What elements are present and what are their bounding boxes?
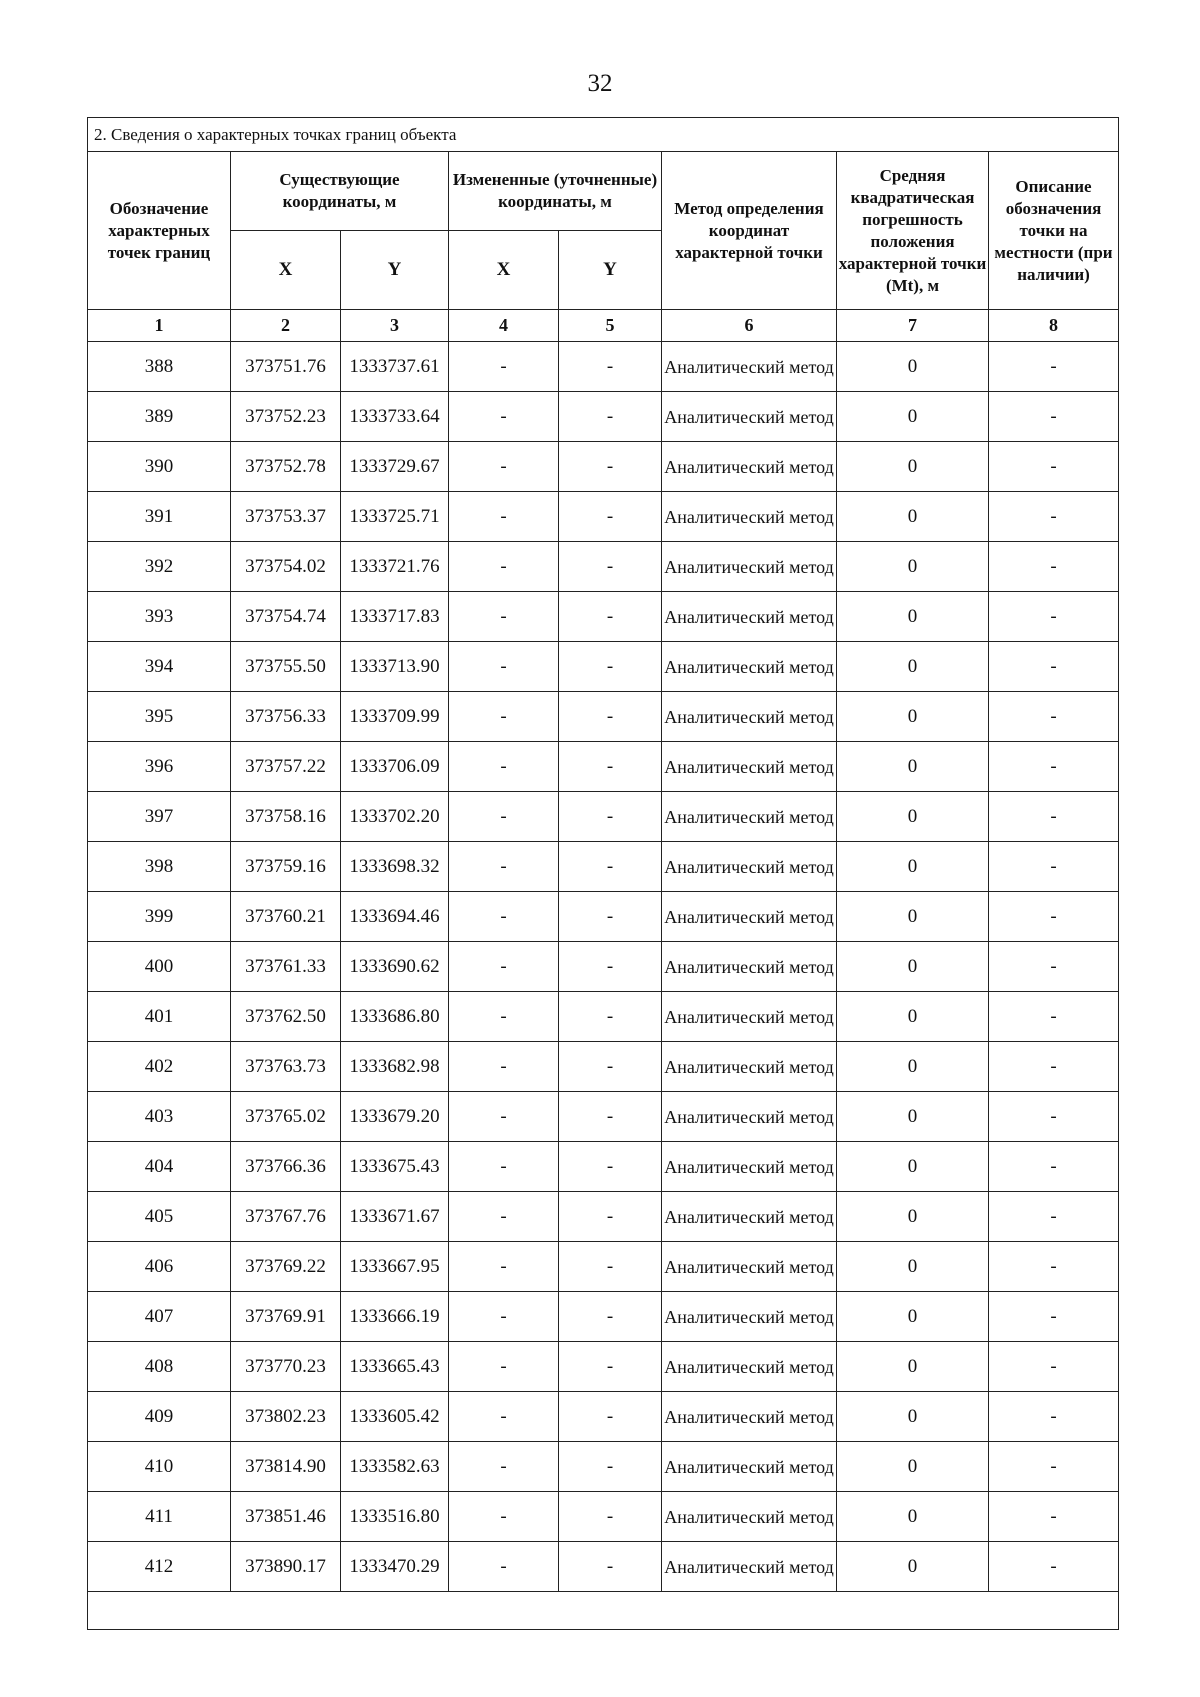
cell-x-new: - xyxy=(449,1392,559,1442)
cell-y: 1333671.67 xyxy=(341,1192,449,1242)
cell-y: 1333702.20 xyxy=(341,792,449,842)
cell-x: 373769.22 xyxy=(231,1242,341,1292)
cell-y: 1333679.20 xyxy=(341,1092,449,1142)
table-row xyxy=(88,1092,1119,1142)
cell-description: - xyxy=(989,592,1119,642)
cell-y: 1333686.80 xyxy=(341,992,449,1042)
cell-point: 401 xyxy=(88,992,231,1042)
cell-description: - xyxy=(989,992,1119,1042)
section-title-row xyxy=(88,118,1119,152)
cell-method: Аналитический метод xyxy=(662,692,837,742)
cell-mt: 0 xyxy=(837,1342,989,1392)
cell-point: 393 xyxy=(88,592,231,642)
cell-x: 373890.17 xyxy=(231,1542,341,1592)
table-row xyxy=(88,1142,1119,1192)
cell-x: 373767.76 xyxy=(231,1192,341,1242)
cell-mt: 0 xyxy=(837,842,989,892)
header-row xyxy=(88,152,1119,231)
cell-x-new: - xyxy=(449,342,559,392)
table-row xyxy=(88,1242,1119,1292)
cell-point: 409 xyxy=(88,1392,231,1442)
cell-x: 373802.23 xyxy=(231,1392,341,1442)
cell-y-new: - xyxy=(559,1342,662,1392)
cell-x: 373766.36 xyxy=(231,1142,341,1192)
column-number: 5 xyxy=(559,310,662,342)
cell-x-new: - xyxy=(449,1542,559,1592)
cell-method: Аналитический метод xyxy=(662,1392,837,1442)
empty-row xyxy=(88,1592,1119,1630)
cell-point: 403 xyxy=(88,1092,231,1142)
cell-y-new: - xyxy=(559,442,662,492)
cell-y-new: - xyxy=(559,592,662,642)
cell-x-new: - xyxy=(449,1292,559,1342)
cell-point: 398 xyxy=(88,842,231,892)
table-row xyxy=(88,1492,1119,1542)
cell-x-new: - xyxy=(449,1192,559,1242)
header-changed-y: Y xyxy=(559,231,662,310)
cell-point: 391 xyxy=(88,492,231,542)
cell-y: 1333690.62 xyxy=(341,942,449,992)
cell-method: Аналитический метод xyxy=(662,1342,837,1392)
cell-description: - xyxy=(989,642,1119,692)
cell-x-new: - xyxy=(449,1492,559,1542)
cell-y: 1333605.42 xyxy=(341,1392,449,1442)
cell-y-new: - xyxy=(559,692,662,742)
cell-y: 1333694.46 xyxy=(341,892,449,942)
column-number: 8 xyxy=(989,310,1119,342)
cell-point: 405 xyxy=(88,1192,231,1242)
table-row xyxy=(88,342,1119,392)
cell-x: 373753.37 xyxy=(231,492,341,542)
header-existing-y: Y xyxy=(341,231,449,310)
cell-method: Аналитический метод xyxy=(662,592,837,642)
cell-method: Аналитический метод xyxy=(662,1492,837,1542)
cell-method: Аналитический метод xyxy=(662,942,837,992)
cell-mt: 0 xyxy=(837,442,989,492)
cell-mt: 0 xyxy=(837,1542,989,1592)
cell-y: 1333665.43 xyxy=(341,1342,449,1392)
cell-x-new: - xyxy=(449,392,559,442)
cell-x-new: - xyxy=(449,1242,559,1292)
cell-y-new: - xyxy=(559,942,662,992)
cell-mt: 0 xyxy=(837,1042,989,1092)
cell-method: Аналитический метод xyxy=(662,392,837,442)
cell-x: 373760.21 xyxy=(231,892,341,942)
cell-x-new: - xyxy=(449,592,559,642)
header-description: Описание обозначения точки на местности (при наличии) xyxy=(989,152,1119,310)
cell-method: Аналитический метод xyxy=(662,1292,837,1342)
header-changed-coordinates: Измененные (уточненные) координаты, м xyxy=(449,152,662,231)
cell-y: 1333666.19 xyxy=(341,1292,449,1342)
cell-y-new: - xyxy=(559,1142,662,1192)
header-existing-x: X xyxy=(231,231,341,310)
cell-description: - xyxy=(989,392,1119,442)
cell-y-new: - xyxy=(559,892,662,942)
cell-x: 373751.76 xyxy=(231,342,341,392)
cell-y-new: - xyxy=(559,492,662,542)
cell-description: - xyxy=(989,842,1119,892)
cell-method: Аналитический метод xyxy=(662,792,837,842)
cell-x: 373756.33 xyxy=(231,692,341,742)
cell-method: Аналитический метод xyxy=(662,1042,837,1092)
cell-y: 1333713.90 xyxy=(341,642,449,692)
empty-cell xyxy=(88,1592,1119,1630)
cell-description: - xyxy=(989,1142,1119,1192)
cell-x: 373752.23 xyxy=(231,392,341,442)
cell-y-new: - xyxy=(559,1192,662,1242)
cell-point: 406 xyxy=(88,1242,231,1292)
cell-description: - xyxy=(989,492,1119,542)
cell-method: Аналитический метод xyxy=(662,1142,837,1192)
table-row xyxy=(88,792,1119,842)
cell-x: 373759.16 xyxy=(231,842,341,892)
cell-mt: 0 xyxy=(837,1192,989,1242)
cell-x-new: - xyxy=(449,542,559,592)
cell-mt: 0 xyxy=(837,942,989,992)
cell-point: 407 xyxy=(88,1292,231,1342)
cell-description: - xyxy=(989,442,1119,492)
cell-y-new: - xyxy=(559,1442,662,1492)
cell-y-new: - xyxy=(559,1292,662,1342)
cell-point: 395 xyxy=(88,692,231,742)
cell-x-new: - xyxy=(449,942,559,992)
cell-y-new: - xyxy=(559,1042,662,1092)
table-row xyxy=(88,892,1119,942)
table-row xyxy=(88,692,1119,742)
cell-x-new: - xyxy=(449,1442,559,1492)
table-row xyxy=(88,492,1119,542)
cell-mt: 0 xyxy=(837,592,989,642)
cell-description: - xyxy=(989,792,1119,842)
cell-x-new: - xyxy=(449,842,559,892)
cell-y-new: - xyxy=(559,342,662,392)
cell-point: 396 xyxy=(88,742,231,792)
table-row xyxy=(88,1292,1119,1342)
cell-point: 410 xyxy=(88,1442,231,1492)
cell-mt: 0 xyxy=(837,992,989,1042)
cell-x-new: - xyxy=(449,792,559,842)
cell-description: - xyxy=(989,942,1119,992)
cell-description: - xyxy=(989,1392,1119,1442)
cell-mt: 0 xyxy=(837,742,989,792)
cell-method: Аналитический метод xyxy=(662,742,837,792)
cell-point: 394 xyxy=(88,642,231,692)
cell-mt: 0 xyxy=(837,392,989,442)
cell-mt: 0 xyxy=(837,1392,989,1442)
cell-method: Аналитический метод xyxy=(662,992,837,1042)
cell-method: Аналитический метод xyxy=(662,1442,837,1492)
cell-y-new: - xyxy=(559,1492,662,1542)
cell-x: 373762.50 xyxy=(231,992,341,1042)
cell-description: - xyxy=(989,742,1119,792)
cell-mt: 0 xyxy=(837,892,989,942)
cell-description: - xyxy=(989,542,1119,592)
cell-y-new: - xyxy=(559,1542,662,1592)
cell-point: 402 xyxy=(88,1042,231,1092)
section-title: 2. Сведения о характерных точках границ объекта xyxy=(88,118,1119,152)
column-number: 2 xyxy=(231,310,341,342)
cell-mt: 0 xyxy=(837,792,989,842)
cell-x-new: - xyxy=(449,1092,559,1142)
cell-description: - xyxy=(989,342,1119,392)
cell-x-new: - xyxy=(449,492,559,542)
header-error: Средняя квадратическая погрешность положения характерной точки (Mt), м xyxy=(837,152,989,310)
table-row xyxy=(88,1542,1119,1592)
cell-x: 373754.74 xyxy=(231,592,341,642)
header-changed-x: X xyxy=(449,231,559,310)
cell-y: 1333682.98 xyxy=(341,1042,449,1092)
column-number: 4 xyxy=(449,310,559,342)
cell-x: 373769.91 xyxy=(231,1292,341,1342)
header-designation: Обозначение характерных точек границ xyxy=(88,152,231,310)
cell-point: 390 xyxy=(88,442,231,492)
cell-x-new: - xyxy=(449,642,559,692)
table-body xyxy=(88,342,1119,1592)
cell-description: - xyxy=(989,692,1119,742)
cell-mt: 0 xyxy=(837,342,989,392)
cell-y-new: - xyxy=(559,542,662,592)
cell-x: 373754.02 xyxy=(231,542,341,592)
cell-y-new: - xyxy=(559,842,662,892)
column-number: 1 xyxy=(88,310,231,342)
cell-y-new: - xyxy=(559,1392,662,1442)
cell-x-new: - xyxy=(449,1342,559,1392)
cell-description: - xyxy=(989,1442,1119,1492)
cell-mt: 0 xyxy=(837,642,989,692)
cell-point: 399 xyxy=(88,892,231,942)
cell-mt: 0 xyxy=(837,1092,989,1142)
cell-y: 1333717.83 xyxy=(341,592,449,642)
table-row xyxy=(88,942,1119,992)
cell-x: 373851.46 xyxy=(231,1492,341,1542)
cell-method: Аналитический метод xyxy=(662,1092,837,1142)
cell-y-new: - xyxy=(559,742,662,792)
cell-point: 408 xyxy=(88,1342,231,1392)
header-method: Метод определения координат характерной точки xyxy=(662,152,837,310)
cell-description: - xyxy=(989,892,1119,942)
cell-y: 1333733.64 xyxy=(341,392,449,442)
column-number: 7 xyxy=(837,310,989,342)
cell-x-new: - xyxy=(449,1142,559,1192)
cell-y: 1333706.09 xyxy=(341,742,449,792)
column-number: 6 xyxy=(662,310,837,342)
table-row xyxy=(88,1392,1119,1442)
cell-description: - xyxy=(989,1492,1119,1542)
table-row xyxy=(88,992,1119,1042)
cell-y: 1333470.29 xyxy=(341,1542,449,1592)
cell-x: 373757.22 xyxy=(231,742,341,792)
cell-y: 1333721.76 xyxy=(341,542,449,592)
cell-mt: 0 xyxy=(837,542,989,592)
header-existing-coordinates: Существующие координаты, м xyxy=(231,152,449,231)
cell-x-new: - xyxy=(449,892,559,942)
cell-y: 1333709.99 xyxy=(341,692,449,742)
cell-point: 392 xyxy=(88,542,231,592)
cell-point: 411 xyxy=(88,1492,231,1542)
cell-method: Аналитический метод xyxy=(662,1192,837,1242)
cell-y: 1333667.95 xyxy=(341,1242,449,1292)
cell-method: Аналитический метод xyxy=(662,842,837,892)
cell-y-new: - xyxy=(559,1092,662,1142)
cell-mt: 0 xyxy=(837,1442,989,1492)
table-row xyxy=(88,642,1119,692)
cell-y: 1333737.61 xyxy=(341,342,449,392)
cell-x-new: - xyxy=(449,742,559,792)
cell-method: Аналитический метод xyxy=(662,492,837,542)
cell-description: - xyxy=(989,1292,1119,1342)
cell-x-new: - xyxy=(449,1042,559,1092)
cell-y: 1333675.43 xyxy=(341,1142,449,1192)
cell-description: - xyxy=(989,1542,1119,1592)
cell-x: 373755.50 xyxy=(231,642,341,692)
cell-point: 388 xyxy=(88,342,231,392)
cell-x: 373770.23 xyxy=(231,1342,341,1392)
cell-y: 1333582.63 xyxy=(341,1442,449,1492)
cell-x-new: - xyxy=(449,692,559,742)
cell-description: - xyxy=(989,1042,1119,1092)
column-number: 3 xyxy=(341,310,449,342)
cell-y-new: - xyxy=(559,792,662,842)
cell-x: 373765.02 xyxy=(231,1092,341,1142)
cell-x: 373758.16 xyxy=(231,792,341,842)
cell-point: 404 xyxy=(88,1142,231,1192)
cell-point: 397 xyxy=(88,792,231,842)
cell-method: Аналитический метод xyxy=(662,442,837,492)
cell-mt: 0 xyxy=(837,1492,989,1542)
table-row xyxy=(88,842,1119,892)
cell-method: Аналитический метод xyxy=(662,892,837,942)
table-row xyxy=(88,592,1119,642)
cell-point: 412 xyxy=(88,1542,231,1592)
cell-method: Аналитический метод xyxy=(662,342,837,392)
page-number: 32 xyxy=(587,70,613,97)
table-row xyxy=(88,1342,1119,1392)
cell-description: - xyxy=(989,1242,1119,1292)
cell-y-new: - xyxy=(559,992,662,1042)
cell-y-new: - xyxy=(559,392,662,442)
cell-y: 1333698.32 xyxy=(341,842,449,892)
cell-mt: 0 xyxy=(837,1242,989,1292)
table-row xyxy=(88,542,1119,592)
table-row xyxy=(88,442,1119,492)
cell-description: - xyxy=(989,1092,1119,1142)
column-number-row xyxy=(88,310,1119,342)
cell-mt: 0 xyxy=(837,1142,989,1192)
cell-y-new: - xyxy=(559,1242,662,1292)
cell-x-new: - xyxy=(449,442,559,492)
cell-y: 1333516.80 xyxy=(341,1492,449,1542)
cell-description: - xyxy=(989,1342,1119,1392)
cell-x-new: - xyxy=(449,992,559,1042)
cell-mt: 0 xyxy=(837,692,989,742)
cell-y: 1333729.67 xyxy=(341,442,449,492)
cell-mt: 0 xyxy=(837,1292,989,1342)
table-row xyxy=(88,1042,1119,1092)
cell-x: 373752.78 xyxy=(231,442,341,492)
cell-x: 373761.33 xyxy=(231,942,341,992)
cell-x: 373814.90 xyxy=(231,1442,341,1492)
table-row xyxy=(88,1192,1119,1242)
cell-method: Аналитический метод xyxy=(662,542,837,592)
table-row xyxy=(88,392,1119,442)
table-row xyxy=(88,1442,1119,1492)
cell-mt: 0 xyxy=(837,492,989,542)
cell-y: 1333725.71 xyxy=(341,492,449,542)
cell-point: 389 xyxy=(88,392,231,442)
characteristic-points-table xyxy=(87,117,1119,1630)
cell-method: Аналитический метод xyxy=(662,1542,837,1592)
cell-y-new: - xyxy=(559,642,662,692)
cell-method: Аналитический метод xyxy=(662,642,837,692)
cell-point: 400 xyxy=(88,942,231,992)
cell-description: - xyxy=(989,1192,1119,1242)
table-row xyxy=(88,742,1119,792)
cell-x: 373763.73 xyxy=(231,1042,341,1092)
cell-method: Аналитический метод xyxy=(662,1242,837,1292)
